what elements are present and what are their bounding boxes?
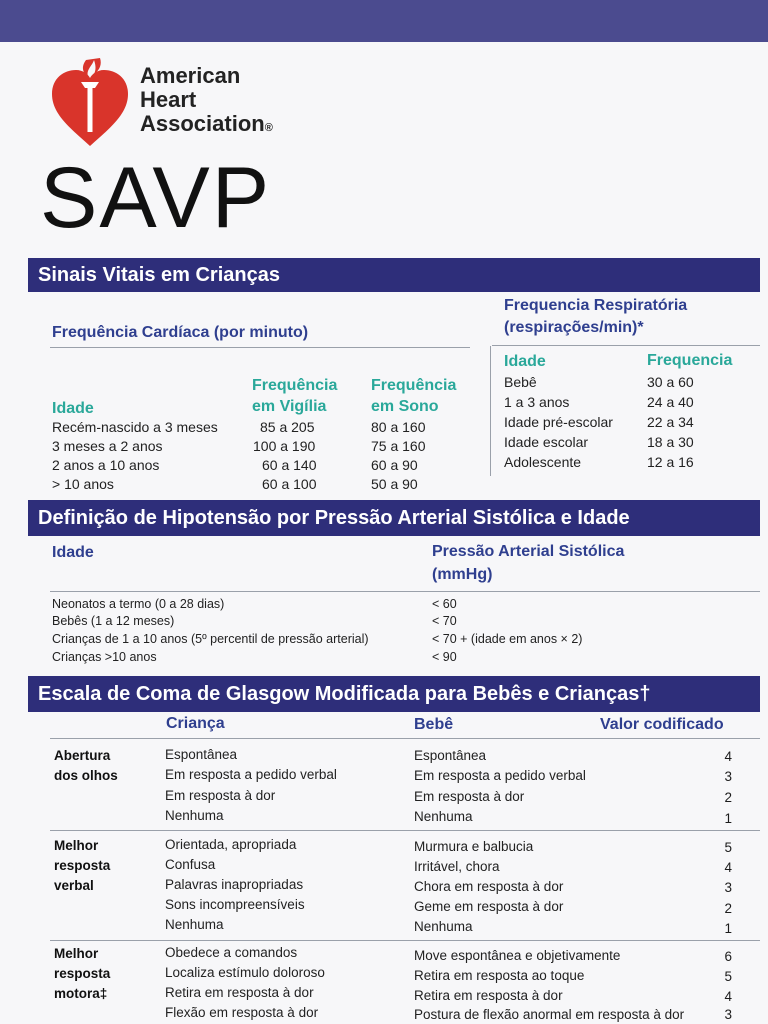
heart-rate-rule	[50, 347, 470, 348]
gcs-verbal-child-4: Nenhuma	[165, 917, 224, 932]
hypo-col-age: Idade	[52, 544, 94, 561]
gcs-eyes-value-0: 4	[724, 749, 732, 764]
org-line-3-text: Association	[140, 111, 265, 136]
gcs-col-value: Valor codificado	[600, 716, 724, 733]
gcs-motor-label-1: Melhor	[54, 946, 99, 961]
gcs-verbal-value-2: 3	[724, 880, 732, 895]
rr-col-rate: Frequencia	[647, 352, 733, 369]
gcs-motor-value-0: 6	[724, 949, 732, 964]
rr-rate-1: 24 a 40	[647, 394, 694, 410]
gcs-eyes-infant-2: Em resposta à dor	[414, 789, 525, 804]
org-line-1: American	[140, 63, 241, 88]
resp-rate-title-2: (respirações/min)*	[504, 319, 644, 336]
hr-sleep-3: 50 a 90	[371, 476, 418, 492]
gcs-eyes-child-2: Em resposta à dor	[165, 788, 276, 803]
page-title: SAVP	[40, 150, 272, 246]
gcs-eyes-child-0: Espontânea	[165, 747, 238, 762]
hr-sleep-0: 80 a 160	[371, 419, 426, 435]
gcs-verbal-rule	[50, 940, 760, 941]
hr-age-1: 3 meses a 2 anos	[52, 438, 163, 454]
hypo-rule	[50, 591, 760, 592]
hr-age-2: 2 anos a 10 anos	[52, 457, 160, 473]
hypo-age-3: Crianças >10 anos	[52, 650, 157, 664]
gcs-verbal-infant-2: Chora em resposta à dor	[414, 879, 564, 894]
heart-rate-title: Frequência Cardíaca (por minuto)	[52, 324, 309, 341]
gcs-eyes-infant-0: Espontânea	[414, 748, 487, 763]
rr-age-1: 1 a 3 anos	[504, 394, 570, 410]
hypo-bp-0: < 60	[432, 597, 457, 611]
gcs-verbal-label-3: verbal	[54, 878, 94, 893]
gcs-verbal-value-4: 1	[724, 921, 732, 936]
gcs-verbal-infant-3: Geme em resposta à dor	[414, 899, 564, 914]
glasgow-banner: Escala de Coma de Glasgow Modificada para Bebês e Crianças†	[28, 676, 760, 712]
hypotension-banner: Definição de Hipotensão por Pressão Arterial Sistólica e Idade	[28, 500, 760, 536]
gcs-verbal-value-3: 2	[724, 901, 732, 916]
rr-age-2: Idade pré-escolar	[504, 414, 613, 430]
gcs-col-child: Criança	[166, 715, 225, 732]
rr-rate-2: 22 a 34	[647, 414, 694, 430]
gcs-eyes-value-1: 3	[724, 769, 732, 784]
gcs-verbal-value-0: 5	[724, 840, 732, 855]
hypo-age-0: Neonatos a termo (0 a 28 dias)	[52, 597, 225, 611]
rr-rate-4: 12 a 16	[647, 454, 694, 470]
hr-col-awake-2: em Vigília	[252, 398, 327, 415]
gcs-verbal-label-1: Melhor	[54, 838, 99, 853]
hr-awake-0: 85 a 205	[260, 419, 315, 435]
hr-sleep-1: 75 a 160	[371, 438, 426, 454]
rr-age-3: Idade escolar	[504, 434, 589, 450]
top-band	[0, 0, 768, 42]
gcs-eyes-infant-3: Nenhuma	[414, 809, 473, 824]
hypo-bp-3: < 90	[432, 650, 457, 664]
hr-col-awake-1: Frequência	[252, 377, 338, 394]
gcs-motor-child-1: Localiza estímulo doloroso	[165, 965, 325, 980]
gcs-verbal-infant-4: Nenhuma	[414, 919, 473, 934]
gcs-header-rule	[50, 738, 760, 739]
gcs-eyes-child-3: Nenhuma	[165, 808, 224, 823]
gcs-verbal-value-1: 4	[724, 860, 732, 875]
gcs-eyes-child-1: Em resposta a pedido verbal	[165, 767, 337, 782]
rr-rate-0: 30 a 60	[647, 374, 694, 390]
hypo-age-1: Bebês (1 a 12 meses)	[52, 614, 175, 628]
vitals-banner: Sinais Vitais em Crianças	[28, 258, 760, 292]
hypo-bp-1: < 70	[432, 614, 457, 628]
org-line-2: Heart	[140, 87, 197, 112]
gcs-motor-value-2: 4	[724, 989, 732, 1004]
rr-age-4: Adolescente	[504, 454, 582, 470]
gcs-eyes-infant-1: Em resposta a pedido verbal	[414, 768, 586, 783]
heart-torch-icon	[50, 56, 130, 152]
resp-rate-title-1: Frequencia Respiratória	[504, 297, 688, 314]
gcs-motor-infant-0: Move espontânea e objetivamente	[414, 948, 621, 963]
gcs-motor-infant-1: Retira em resposta ao toque	[414, 968, 585, 983]
gcs-eyes-label	[54, 746, 118, 786]
gcs-eyes-label-2: dos olhos	[54, 768, 118, 783]
org-name	[140, 64, 273, 140]
gcs-motor-infant-3: Postura de flexão anormal em resposta à dor	[414, 1007, 685, 1022]
gcs-motor-child-3: Flexão em resposta à dor	[165, 1005, 319, 1020]
hypo-bp-2: < 70 + (idade em anos × 2)	[432, 632, 583, 646]
gcs-motor-child-0: Obedece a comandos	[165, 945, 298, 960]
gcs-verbal-child-0: Orientada, apropriada	[165, 837, 297, 852]
gcs-eyes-rule	[50, 830, 760, 831]
gcs-verbal-child-3: Sons incompreensíveis	[165, 897, 305, 912]
gcs-eyes-value-3: 1	[724, 811, 732, 826]
gcs-motor-label-3: motora‡	[54, 986, 108, 1001]
gcs-motor-infant-2: Retira em resposta à dor	[414, 988, 563, 1003]
aha-logo	[50, 56, 310, 156]
gcs-motor-label-2: resposta	[54, 966, 111, 981]
hr-col-sleep-2: em Sono	[371, 398, 439, 415]
gcs-motor-value-1: 5	[724, 969, 732, 984]
gcs-motor-label	[54, 944, 110, 1004]
gcs-verbal-infant-1: Irritável, chora	[414, 859, 500, 874]
gcs-verbal-child-1: Confusa	[165, 857, 216, 872]
resp-rate-rule	[492, 345, 760, 346]
hypo-age-2: Crianças de 1 a 10 anos (5º percentil de pressão arterial)	[52, 632, 369, 646]
registered-mark: ®	[264, 122, 273, 134]
org-line-3	[140, 112, 273, 140]
hr-sleep-2: 60 a 90	[371, 457, 418, 473]
gcs-eyes-value-2: 2	[724, 790, 732, 805]
gcs-verbal-label-2: resposta	[54, 858, 111, 873]
hr-col-age: Idade	[52, 400, 94, 417]
hr-awake-1: 100 a 190	[253, 438, 316, 454]
hypo-col-bp-2: (mmHg)	[432, 566, 493, 583]
vitals-divider	[490, 346, 491, 476]
rr-age-0: Bebê	[504, 374, 537, 390]
rr-col-age: Idade	[504, 353, 546, 370]
rr-rate-3: 18 a 30	[647, 434, 694, 450]
gcs-motor-child-2: Retira em resposta à dor	[165, 985, 314, 1000]
gcs-col-infant: Bebê	[414, 716, 454, 733]
hr-age-3: > 10 anos	[52, 476, 114, 492]
hr-col-sleep-1: Frequência	[371, 377, 457, 394]
gcs-verbal-infant-0: Murmura e balbucia	[414, 839, 534, 854]
gcs-verbal-label	[54, 836, 110, 896]
gcs-verbal-child-2: Palavras inapropriadas	[165, 877, 304, 892]
hr-awake-3: 60 a 100	[262, 476, 317, 492]
hr-age-0: Recém-nascido a 3 meses	[52, 419, 218, 435]
gcs-motor-value-3: 3	[724, 1007, 732, 1022]
hypo-col-bp-1: Pressão Arterial Sistólica	[432, 543, 625, 560]
gcs-eyes-label-1: Abertura	[54, 748, 111, 763]
hr-awake-2: 60 a 140	[262, 457, 317, 473]
